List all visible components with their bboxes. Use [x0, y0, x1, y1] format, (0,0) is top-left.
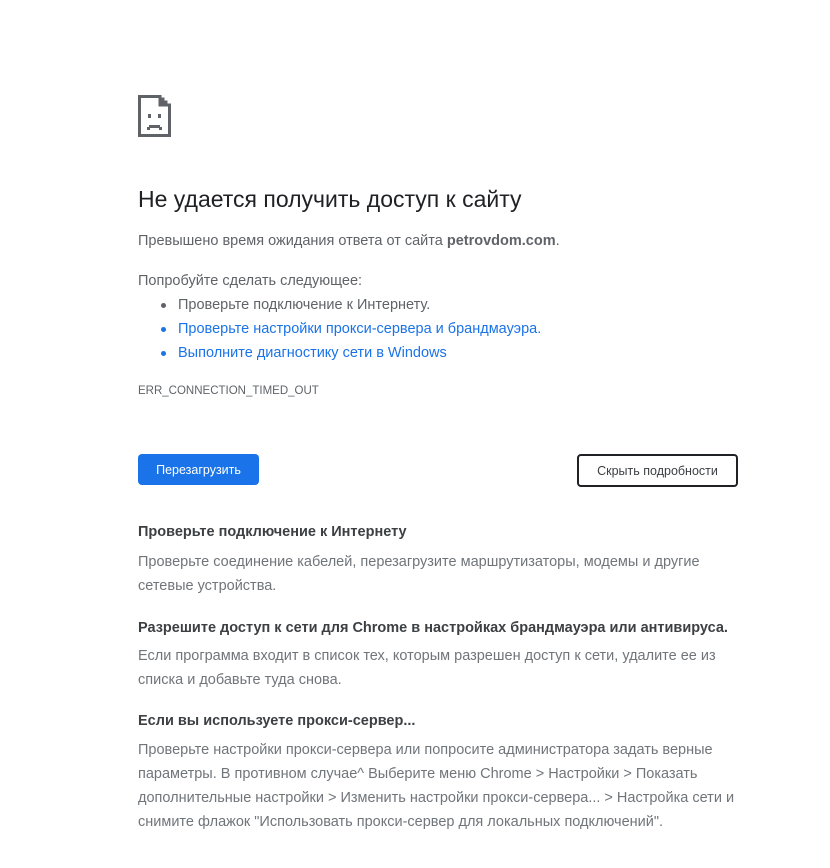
suggestion-label[interactable]: Проверьте настройки прокси-сервера и брандмауэра.: [178, 321, 542, 337]
sad-page-icon: [138, 95, 171, 137]
detail-body-connection: Проверьте соединение кабелей, перезагрузите маршрутизаторы, модемы и другие сетевые устройства.: [138, 554, 700, 594]
suggestions-list: [138, 296, 541, 368]
detail-body-firewall: Если программа входит в список тех, которым разрешен доступ к сети, удалите ее из списка и добавьте туда снова.: [138, 648, 716, 688]
hide-details-button[interactable]: Скрыть подробности: [577, 454, 738, 487]
summary-host: petrovdom.com: [446, 233, 556, 249]
detail-heading-connection: Проверьте подключение к Интернету: [138, 524, 407, 540]
detail-heading-firewall: Разрешите доступ к сети для Chrome в настройках брандмауэра или антивируса.: [138, 620, 728, 636]
error-code: ERR_CONNECTION_TIMED_OUT: [138, 385, 319, 397]
suggestions-heading: Попробуйте сделать следующее:: [138, 273, 363, 289]
detail-heading-proxy: Если вы используете прокси-сервер...: [138, 713, 416, 729]
detail-body-proxy: Проверьте настройки прокси-сервера или попросите администратора задать верные параметры. В противном случае^ Выберите меню Chrome > Настройки > Показать дополнительные настройки > Изменить настройки прокси-сервера... > Настройка сети и снимите флажок "Использовать прокси-сервер для локальных подключений".: [138, 742, 735, 830]
error-summary: [138, 233, 560, 249]
suggestion-label[interactable]: Выполните диагностику сети в Windows: [178, 345, 447, 361]
suggestion-check-proxy-link[interactable]: [138, 320, 541, 344]
suggestion-label: Проверьте подключение к Интернету.: [178, 297, 431, 313]
summary-prefix: Превышено время ожидания ответа от сайта: [138, 233, 447, 249]
summary-suffix: .: [555, 233, 560, 249]
page-title: Не удается получить доступ к сайту: [138, 186, 522, 212]
reload-button[interactable]: Перезагрузить: [138, 454, 259, 485]
suggestion-check-connection: [138, 296, 541, 320]
suggestion-run-diagnostics-link[interactable]: [138, 344, 541, 368]
